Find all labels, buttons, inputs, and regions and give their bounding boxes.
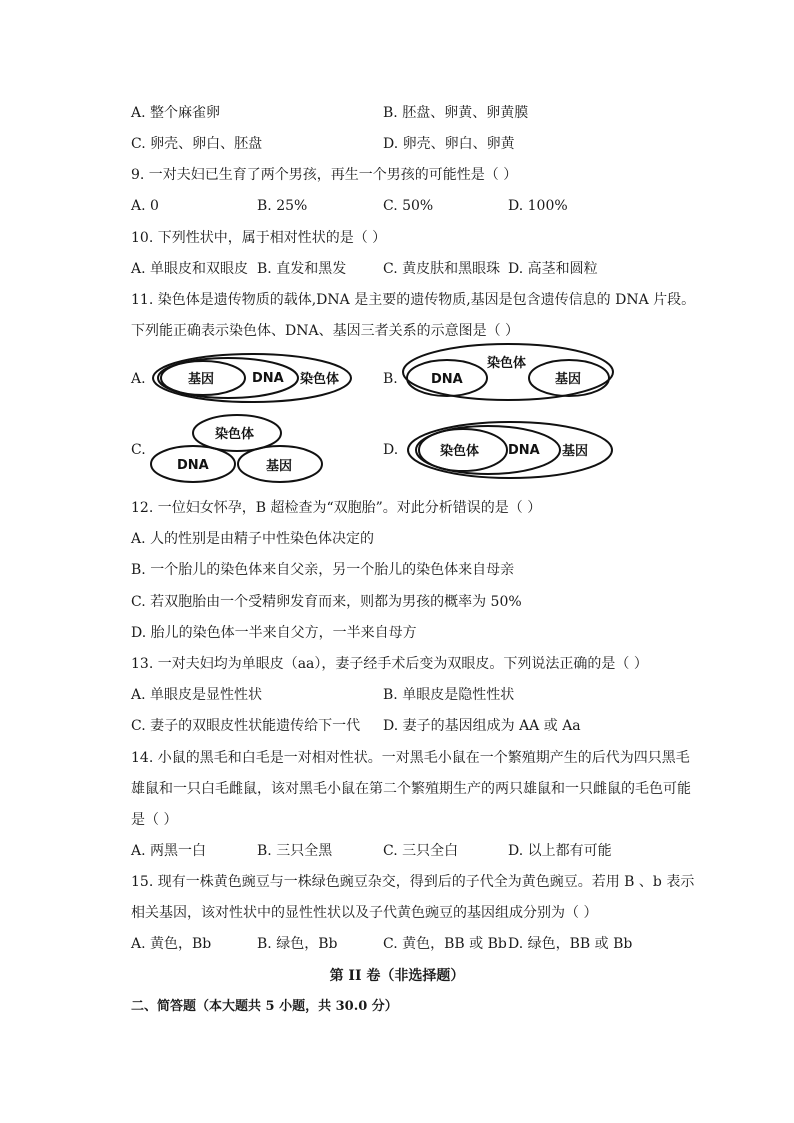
q14-stem-line3: 是（ ） bbox=[131, 812, 178, 828]
q13-option-d: D. 妻子的基因组成为 AA 或 Aa bbox=[383, 718, 581, 734]
diagram-c-dna-label: DNA bbox=[177, 458, 209, 473]
q10-option-d: D. 高茎和圆粒 bbox=[508, 261, 598, 277]
q12-option-c: C. 若双胞胎由一个受精卵发育而来，则都为男孩的概率为 50% bbox=[131, 594, 522, 610]
q11-option-c-letter: C. bbox=[131, 442, 146, 458]
diagram-a-chromosome-label: 染色体 bbox=[300, 372, 340, 387]
q10-option-c: C. 黄皮肤和黑眼珠 bbox=[383, 261, 501, 277]
diagram-d-gene-label: 基因 bbox=[562, 444, 589, 459]
q9-option-b: B. 25% bbox=[257, 198, 308, 214]
q11-stem-line2: 下列能正确表示染色体、DNA、基因三者关系的示意图是（ ） bbox=[131, 323, 520, 339]
q12-option-a: A. 人的性别是由精子中性染色体决定的 bbox=[131, 531, 375, 547]
q15-stem-line2: 相关基因，该对性状中的显性性状以及子代黄色豌豆的基因组成分别为（ ） bbox=[131, 905, 598, 921]
section2-title: 第 II 卷（非选择题） bbox=[329, 968, 465, 984]
diagram-c-gene-label: 基因 bbox=[266, 459, 293, 474]
q9-option-c: C. 50% bbox=[383, 198, 434, 214]
q15-option-a: A. 黄色，Bb bbox=[131, 936, 212, 952]
q13-stem: 13. 一对夫妇均为单眼皮（aa），妻子经手术后变为双眼皮。下列说法正确的是（ ） bbox=[131, 656, 648, 672]
q15-option-c: C. 黄色，BB 或 Bb bbox=[383, 936, 507, 952]
diagram-a-dna-label: DNA bbox=[252, 371, 284, 386]
q10-option-a: A. 单眼皮和双眼皮 bbox=[131, 261, 249, 277]
diagram-b-chromosome-label: 染色体 bbox=[487, 356, 527, 371]
q11-stem-line1: 11. 染色体是遗传物质的载体,DNA 是主要的遗传物质,基因是包含遗传信息的 DNA 片段。 bbox=[131, 292, 696, 308]
q14-option-a: A. 两黑一白 bbox=[131, 843, 207, 859]
q10-option-b: B. 直发和黑发 bbox=[257, 261, 347, 277]
q11-option-a-letter: A. bbox=[131, 371, 146, 387]
q15-stem-line1: 15. 现有一株黄色豌豆与一株绿色豌豆杂交，得到后的子代全为黄色豌豆。若用 B 、b 表示 bbox=[131, 874, 695, 890]
diagram-d-dna-label: DNA bbox=[508, 443, 540, 458]
q11-option-b-letter: B. bbox=[383, 371, 398, 387]
q13-option-c: C. 妻子的双眼皮性状能遗传给下一代 bbox=[131, 718, 361, 734]
diagram-a-gene-label: 基因 bbox=[188, 372, 215, 387]
diagram-c-chromosome-label: 染色体 bbox=[215, 427, 255, 442]
q14-option-d: D. 以上都有可能 bbox=[508, 843, 612, 859]
q14-option-c: C. 三只全白 bbox=[383, 843, 459, 859]
q9-option-d: D. 100% bbox=[508, 198, 568, 214]
diagram-b-dna-label: DNA bbox=[431, 372, 463, 387]
q14-option-b: B. 三只全黑 bbox=[257, 843, 333, 859]
q14-stem-line1: 14. 小鼠的黑毛和白毛是一对相对性状。一对黑毛小鼠在一个繁殖期产生的后代为四只黑毛 bbox=[131, 750, 690, 766]
section2-heading: 二、简答题（本大题共 5 小题，共 30.0 分） bbox=[131, 999, 398, 1014]
q13-option-b: B. 单眼皮是隐性性状 bbox=[383, 687, 515, 703]
q13-option-a: A. 单眼皮是显性性状 bbox=[131, 687, 263, 703]
diagram-d-chromosome-label: 染色体 bbox=[440, 444, 480, 459]
q9-stem: 9. 一对夫妇已生育了两个男孩，再生一个男孩的可能性是（ ） bbox=[131, 167, 518, 183]
q14-stem-line2: 雄鼠和一只白毛雌鼠，该对黑毛小鼠在第二个繁殖期生产的两只雄鼠和一只雌鼠的毛色可能 bbox=[131, 781, 691, 797]
q12-option-b: B. 一个胎儿的染色体来自父亲，另一个胎儿的染色体来自母亲 bbox=[131, 562, 515, 578]
q8-option-c: C. 卵壳、卵白、胚盘 bbox=[131, 136, 263, 152]
q8-option-d: D. 卵壳、卵白、卵黄 bbox=[383, 136, 515, 152]
q11-option-d-letter: D. bbox=[383, 442, 399, 458]
q10-stem: 10. 下列性状中，属于相对性状的是（ ） bbox=[131, 230, 387, 246]
q12-stem: 12. 一位妇女怀孕，B 超检查为“双胞胎”。对此分析错误的是（ ） bbox=[131, 500, 542, 516]
q15-option-d: D. 绿色，BB 或 Bb bbox=[508, 936, 633, 952]
q15-option-b: B. 绿色，Bb bbox=[257, 936, 338, 952]
q8-option-b: B. 胚盘、卵黄、卵黄膜 bbox=[383, 105, 529, 121]
diagram-b-gene-label: 基因 bbox=[555, 372, 582, 387]
q8-option-a: A. 整个麻雀卵 bbox=[131, 105, 221, 121]
q12-option-d: D. 胎儿的染色体一半来自父方，一半来自母方 bbox=[131, 625, 417, 641]
q9-option-a: A. 0 bbox=[131, 198, 159, 214]
